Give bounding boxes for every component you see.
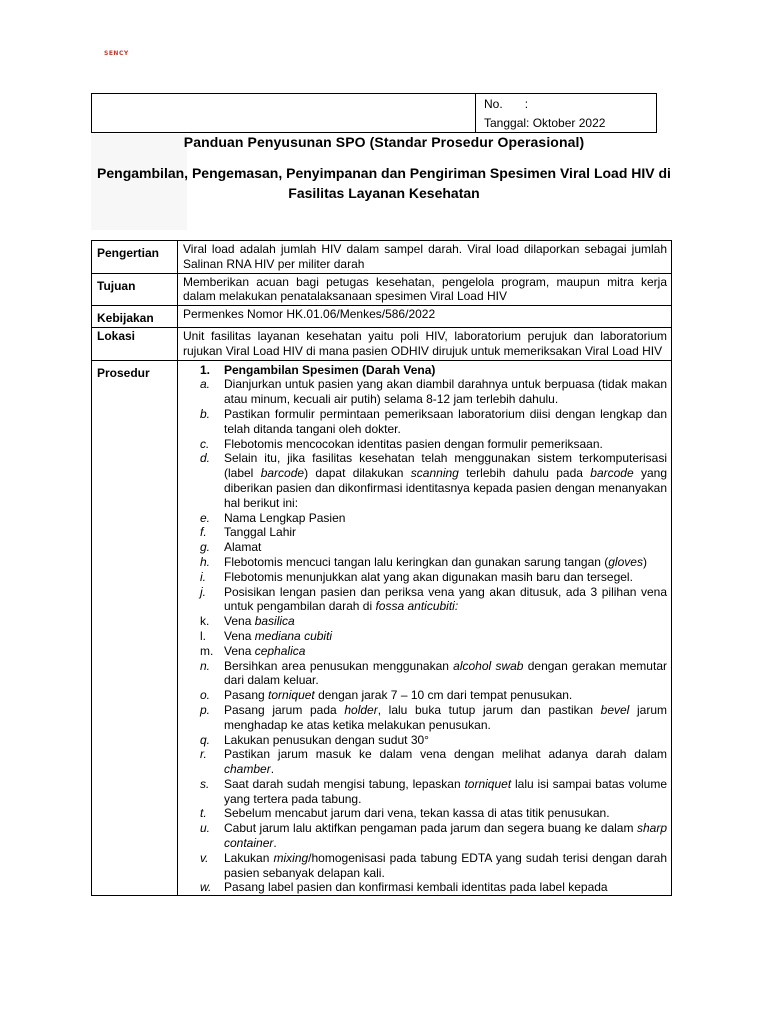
text-segment: Vena <box>224 643 255 658</box>
procedure-item <box>183 659 667 689</box>
procedure-item-text <box>224 614 667 629</box>
procedure-item-marker: n. <box>200 658 211 673</box>
text-segment: Lakukan <box>224 850 274 865</box>
row-prosedur <box>92 360 672 896</box>
procedure-item <box>183 407 667 437</box>
procedure-item <box>183 733 667 748</box>
italic-term: bevel <box>600 702 630 717</box>
procedure-item-text <box>224 880 667 895</box>
text-segment: Cabut jarum lalu aktifkan pengaman pada jarum dan segera buang ke dalam <box>224 821 637 836</box>
text-segment: Bersihkan area penusukan menggunakan <box>224 658 454 673</box>
procedure-item <box>183 629 667 644</box>
italic-term: chamber <box>224 762 271 777</box>
text-segment: , lalu buka tutup jarum dan pastikan <box>377 702 601 717</box>
italic-term: basilica <box>254 614 295 629</box>
italic-term: barcode <box>590 466 634 481</box>
italic-term: sharp container <box>224 821 667 851</box>
value-pengertian: Viral load adalah jumlah HIV dalam sampel darah. Viral load dilaporkan sebagai jumlah Salinan RNA HIV per militer darah <box>178 241 672 274</box>
italic-term: barcode <box>260 466 305 481</box>
text-segment: . <box>270 762 275 777</box>
italic-term: gloves <box>608 554 643 569</box>
text-segment: Flebotomis mencuci tangan lalu keringkan dan gunakan sarung tangan ( <box>224 554 609 569</box>
procedure-item-marker: q. <box>200 732 211 747</box>
text-segment: Lakukan penusukan dengan sudut 30° <box>224 732 429 747</box>
procedure-item-marker: b. <box>200 406 211 421</box>
text-segment: Pasang jarum pada <box>224 702 345 717</box>
text-segment: ) dapat dilakukan <box>304 466 411 481</box>
value-prosedur <box>178 360 672 896</box>
procedure-item <box>183 525 667 540</box>
procedure-item-text <box>224 570 667 585</box>
label-prosedur: Prosedur <box>92 360 178 896</box>
procedure-item-text <box>224 585 667 615</box>
procedure-item-marker: e. <box>200 510 211 525</box>
procedure-item <box>183 777 667 807</box>
text-segment: Vena <box>224 614 255 629</box>
row-lokasi <box>92 327 672 360</box>
procedure-item-marker: c. <box>200 436 210 451</box>
text-segment: yang diberikan pasien dan dikonfirmasi identitasnya kepada pasien dengan menanyakan hal berikut ini: <box>224 466 667 510</box>
text-segment: Flebotomis menunjukkan alat yang akan digunakan masih baru dan tersegel. <box>224 569 633 584</box>
procedure-item-marker: i. <box>200 569 206 584</box>
document-number-label: No. <box>484 97 503 111</box>
italic-term: mixing <box>273 850 309 865</box>
italic-term: mediana cubiti <box>254 628 333 643</box>
text-segment: Tanggal Lahir <box>224 525 297 540</box>
procedure-item-marker: u. <box>200 821 211 836</box>
spo-table <box>91 240 672 896</box>
procedure-item-marker: t. <box>200 806 207 821</box>
procedure-item-marker: g. <box>200 540 211 555</box>
procedure-item-text <box>224 644 667 659</box>
step-number: 1. <box>200 362 211 377</box>
procedure-item-text <box>224 437 667 452</box>
text-segment: dengan gerakan memutar dari dalam keluar. <box>224 658 667 688</box>
label-tujuan: Tujuan <box>92 273 178 306</box>
procedure-item <box>183 747 667 777</box>
procedure-item-text <box>224 555 667 570</box>
procedure-item <box>183 451 667 510</box>
label-kebijakan: Kebijakan <box>92 306 178 328</box>
italic-term: torniquet <box>464 776 512 791</box>
procedure-item-marker: m. <box>200 643 214 658</box>
text-segment: jarum menghadap ke atas ketika melakukan penusukan. <box>224 702 667 732</box>
procedure-item-marker: v. <box>200 850 209 865</box>
text-segment: /homogenisasi pada tabung EDTA yang sudah terisi dengan darah pasien sebanyak delapan kali. <box>224 850 668 880</box>
procedure-item-marker: r. <box>200 747 207 762</box>
procedure-item-text <box>224 377 667 407</box>
step-title-text: Pengambilan Spesimen (Darah Vena) <box>224 362 436 377</box>
text-segment: Saat darah sudah mengisi tabung, lepaskan <box>224 776 465 791</box>
text-segment: Pasang <box>224 688 269 703</box>
procedure-item-text <box>224 806 667 821</box>
document-number-colon: : <box>524 97 529 111</box>
procedure-item-marker: h. <box>200 554 211 569</box>
procedure-item <box>183 437 667 452</box>
procedure-item-text <box>224 540 667 555</box>
text-segment: Flebotomis mencocokan identitas pasien dengan formulir pemeriksaan. <box>224 436 603 451</box>
italic-term: fossa anticubiti: <box>375 599 459 614</box>
procedure-item-text <box>224 451 667 510</box>
document-subtitle: Pengambilan, Pengemasan, Penyimpanan dan Pengiriman Spesimen Viral Load HIV di Fasilitas Layanan Kesehatan <box>97 165 671 201</box>
italic-term: cephalica <box>254 643 306 658</box>
text-segment: Sebelum mencabut jarum dari vena, tekan kassa di atas titik penusukan. <box>224 806 610 821</box>
value-kebijakan: Permenkes Nomor HK.01.06/Menkes/586/2022 <box>178 306 672 328</box>
procedure-item <box>183 703 667 733</box>
procedure-item-marker: j. <box>200 584 206 599</box>
procedure-item-text <box>224 511 667 526</box>
procedure-item-text <box>224 747 667 777</box>
row-tujuan <box>92 273 672 306</box>
procedure-item <box>183 585 667 615</box>
text-segment: . <box>273 836 277 851</box>
procedure-list <box>183 377 667 895</box>
text-segment: dengan jarak 7 – 10 cm dari tempat penusukan. <box>314 688 573 703</box>
text-segment: Pastikan formulir permintaan pemeriksaan laboratorium diisi dengan lengkap dan telah ditanda tangani oleh dokter. <box>224 406 667 436</box>
procedure-item-marker: s. <box>200 776 210 791</box>
procedure-item-marker: f. <box>200 525 207 540</box>
procedure-item <box>183 555 667 570</box>
italic-term: scanning <box>410 466 459 481</box>
procedure-item <box>183 644 667 659</box>
value-tujuan: Memberikan acuan bagi petugas kesehatan, pengelola program, maupun mitra kerja dalam melakukan penatalaksanaan spesimen Viral Load HIV <box>178 273 672 306</box>
logo-text: SENCY <box>104 50 129 57</box>
procedure-item-text <box>224 525 667 540</box>
italic-term: holder <box>344 702 378 717</box>
procedure-item-text <box>224 777 667 807</box>
procedure-item-marker: k. <box>200 614 210 629</box>
label-pengertian: Pengertian <box>92 241 178 274</box>
procedure-item-text <box>224 629 667 644</box>
procedure-item-marker: l. <box>200 628 206 643</box>
value-lokasi: Unit fasilitas layanan kesehatan yaitu poli HIV, laboratorium perujuk dan laboratorium rujukan Viral Load HIV di mana pasien ODHIV dirujuk untuk memeriksakan Viral Load HIV <box>178 327 672 360</box>
procedure-item-marker: a. <box>200 377 211 392</box>
procedure-item-text <box>224 733 667 748</box>
procedure-item-marker: w. <box>200 880 212 895</box>
italic-term: torniquet <box>268 688 315 703</box>
procedure-item-text <box>224 407 667 437</box>
procedure-item <box>183 688 667 703</box>
procedure-item <box>183 570 667 585</box>
italic-term: alcohol swab <box>453 658 524 673</box>
procedure-item <box>183 511 667 526</box>
text-segment: Alamat <box>224 540 262 555</box>
step-title <box>183 363 667 378</box>
label-lokasi: Lokasi <box>92 327 178 360</box>
procedure-item <box>183 377 667 407</box>
procedure-item <box>183 821 667 851</box>
procedure-item-marker: d. <box>200 451 211 466</box>
document-number <box>484 97 528 111</box>
text-segment: Nama Lengkap Pasien <box>224 510 346 525</box>
row-kebijakan <box>92 306 672 328</box>
procedure-item <box>183 806 667 821</box>
procedure-item-text <box>224 659 667 689</box>
text-segment: Dianjurkan untuk pasien yang akan diambil darahnya untuk berpuasa (tidak makan atau minum, kecuali air putih) selama 8-12 jam terlebih dahulu. <box>224 377 667 407</box>
text-segment: Selain itu, jika fasilitas kesehatan telah menggunakan sistem terkomputerisasi (label <box>224 451 667 481</box>
text-segment: Posisikan lengan pasien dan periksa vena yang akan ditusuk, ada 3 pilihan vena untuk pengambilan darah di <box>224 584 667 614</box>
procedure-item-text <box>224 851 667 881</box>
text-segment: Pastikan jarum masuk ke dalam vena dengan melihat adanya darah dalam <box>224 747 667 762</box>
text-segment: terlebih dahulu pada <box>458 466 591 481</box>
text-segment: lalu isi sampai batas volume yang tertera pada tabung. <box>224 776 668 806</box>
procedure-item-text <box>224 821 667 851</box>
document-header-box <box>91 93 657 133</box>
document-title: Panduan Penyusunan SPO (Standar Prosedur Operasional) <box>183 134 585 150</box>
procedure-item-marker: o. <box>200 688 211 703</box>
header-meta <box>475 94 657 132</box>
procedure-item <box>183 540 667 555</box>
procedure-item-text <box>224 703 667 733</box>
text-segment: Pasang label pasien dan konfirmasi kembali identitas pada label kepada <box>224 880 608 895</box>
document-date: Tanggal: Oktober 2022 <box>484 116 606 130</box>
logo <box>104 51 134 63</box>
procedure-item <box>183 880 667 895</box>
procedure-item-text <box>224 688 667 703</box>
text-segment: ) <box>642 554 647 569</box>
procedure-item-marker: p. <box>200 702 211 717</box>
row-pengertian <box>92 241 672 274</box>
procedure-item <box>183 614 667 629</box>
text-segment: Vena <box>224 628 255 643</box>
procedure-item <box>183 851 667 881</box>
